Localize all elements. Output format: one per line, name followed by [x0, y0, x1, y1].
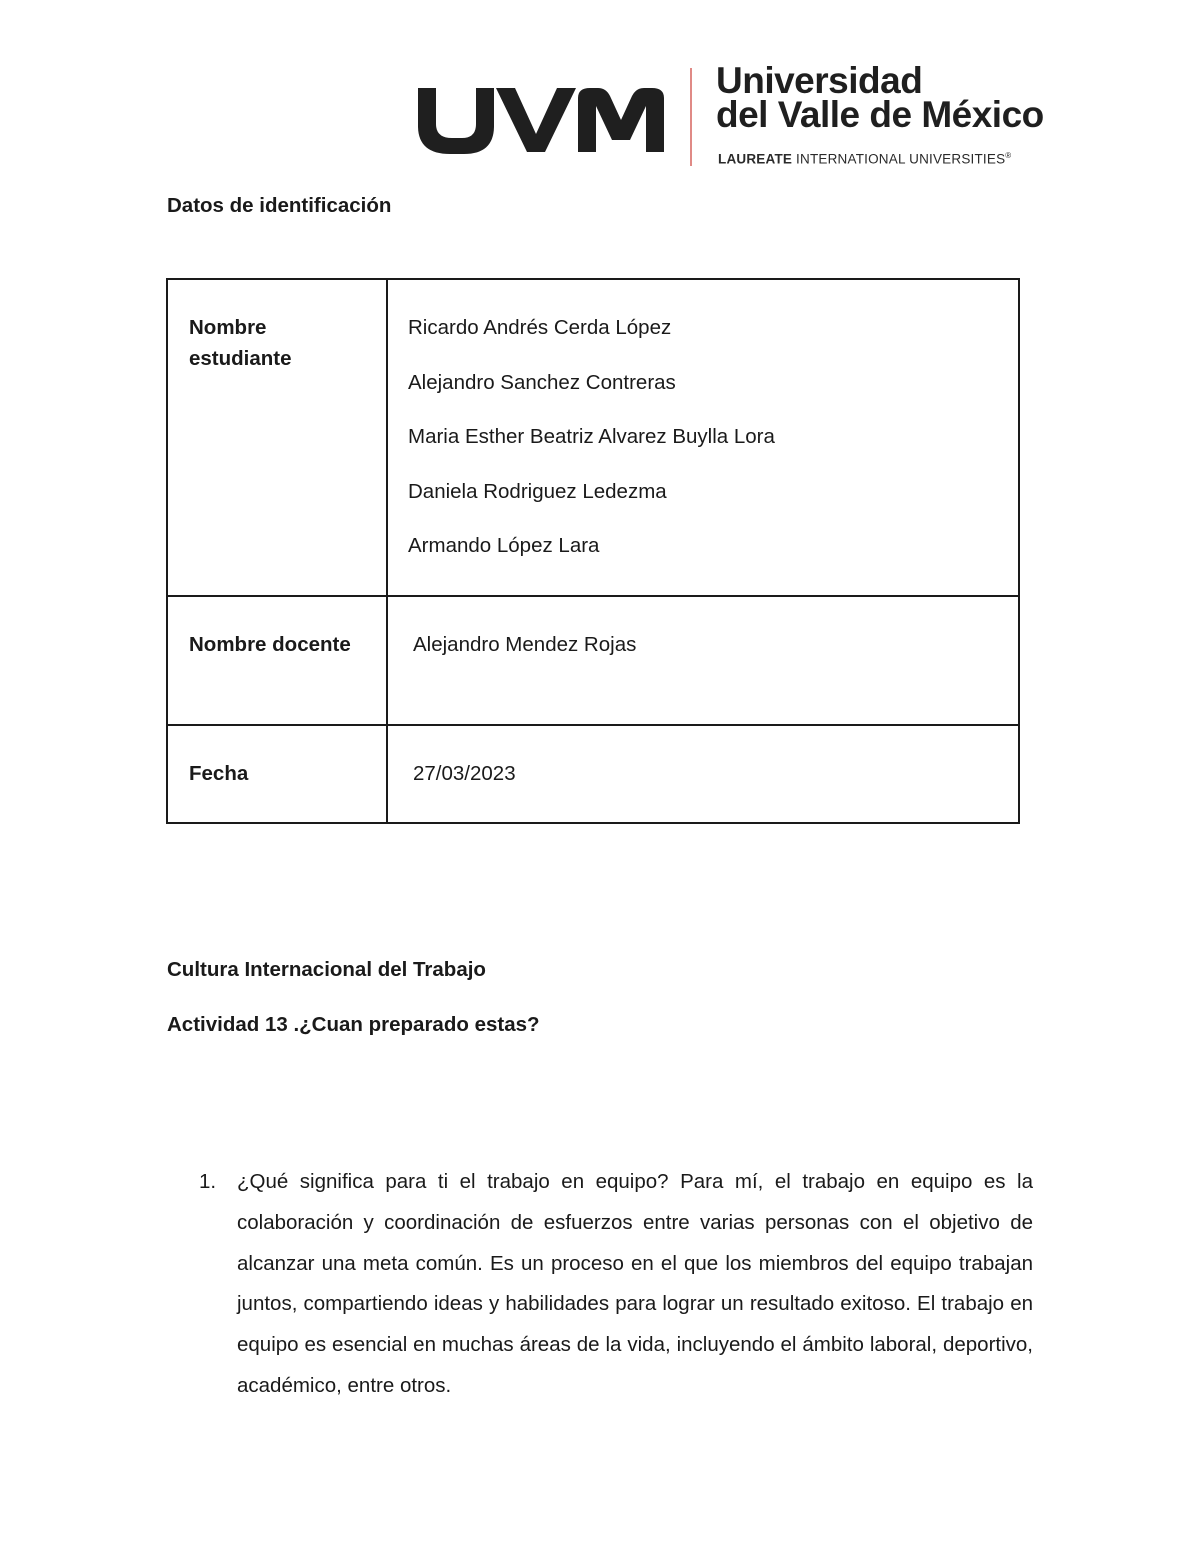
table-row-students [167, 279, 1019, 596]
uvm-logo [414, 62, 1044, 172]
teacher-label: Nombre docente [167, 596, 387, 725]
date-cell [387, 725, 1019, 823]
student-name: Maria Esther Beatriz Alvarez Buylla Lora [408, 425, 775, 448]
table-row-date [167, 725, 1019, 823]
students-label: Nombre estudiante [167, 279, 387, 596]
question-text: ¿Qué significa para ti el trabajo en equipo? Para mí, el trabajo en equipo es la colaboración y coordinación de esfuerzos entre varias personas con el objetivo de alcanzar una meta común. Es un proceso en el que los miembros del equipo trabajan juntos, compartiendo ideas y habilidades para lograr un resultado exitoso. El trabajo en equipo es esencial en muchas áreas de la vida, incluyendo el ámbito laboral, deportivo, académico, entre otros. [237, 1170, 1033, 1397]
student-name: Armando López Lara [408, 534, 600, 557]
student-name: Alejandro Sanchez Contreras [408, 370, 676, 394]
logo-divider [690, 68, 692, 166]
laureate-tagline [718, 151, 1011, 167]
table-row-teacher [167, 596, 1019, 725]
laureate-tagline-bold: LAUREATE [718, 151, 793, 167]
student-name: Ricardo Andrés Cerda López [408, 316, 672, 339]
teacher-cell [387, 596, 1019, 725]
students-cell [387, 279, 1019, 596]
university-name [716, 60, 1044, 135]
list-item [199, 1162, 1033, 1407]
section-title: Datos de identificación [167, 194, 392, 217]
university-name-line1: Universidad [716, 60, 923, 101]
course-title: Cultura Internacional del Trabajo [167, 958, 486, 981]
activity-title: Actividad 13 .¿Cuan preparado estas? [167, 1013, 540, 1036]
uvm-logo-mark [414, 84, 666, 154]
date-value: 27/03/2023 [413, 762, 516, 785]
date-label: Fecha [167, 725, 387, 823]
identification-table [166, 278, 1020, 824]
laureate-tagline-rest: INTERNATIONAL UNIVERSITIES [792, 151, 1006, 167]
logo-letter-m [578, 88, 664, 152]
student-name: Daniela Rodriguez Ledezma [408, 479, 667, 503]
question-number: 1. [199, 1170, 217, 1193]
logo-letter-v [496, 88, 576, 152]
university-name-line2: del Valle de México [716, 94, 1044, 135]
registered-mark: ® [1005, 151, 1012, 160]
logo-letter-u [418, 88, 494, 154]
questions-list [199, 1162, 1033, 1407]
teacher-name: Alejandro Mendez Rojas [413, 633, 637, 656]
